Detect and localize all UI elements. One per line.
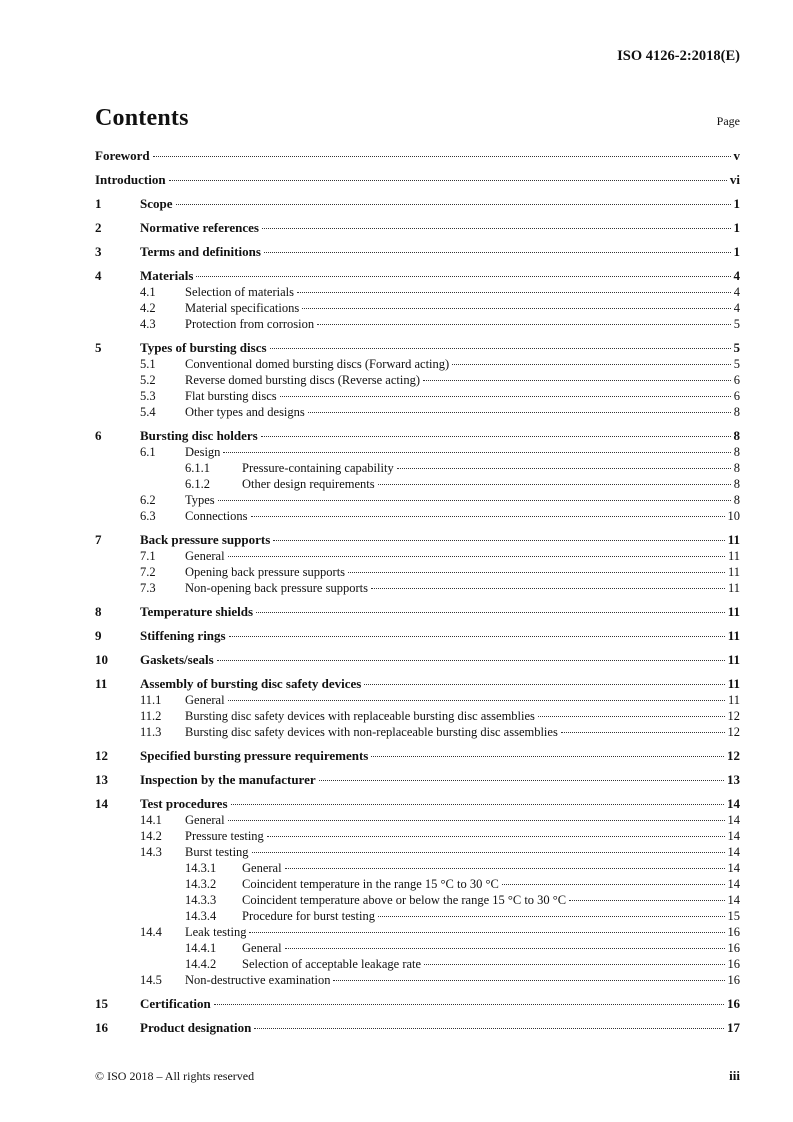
toc-entry bbox=[95, 604, 740, 620]
toc-entry-page: 8 bbox=[733, 461, 740, 475]
toc-entry-number: 14 bbox=[95, 796, 108, 811]
toc-entry-number: 14.3.3 bbox=[185, 893, 217, 907]
toc-entry-number: 8 bbox=[95, 604, 102, 619]
toc-leader-dots bbox=[364, 684, 724, 685]
toc-entry bbox=[95, 924, 740, 940]
toc-entry-label: Other types and designs bbox=[185, 405, 305, 419]
toc-entry bbox=[95, 724, 740, 740]
toc-entry bbox=[95, 172, 740, 188]
toc-entry-number: 4.2 bbox=[140, 301, 156, 315]
toc-entry bbox=[95, 284, 740, 300]
toc-entry-page: 10 bbox=[727, 509, 740, 523]
toc-entry-page: 14 bbox=[727, 861, 740, 875]
toc-entry-label: Normative references bbox=[140, 220, 259, 235]
toc-entry-number: 11.1 bbox=[140, 693, 162, 707]
toc-entry-number: 7.1 bbox=[140, 549, 156, 563]
document-reference: ISO 4126-2:2018(E) bbox=[617, 48, 740, 64]
toc-entry-page: 6 bbox=[733, 373, 740, 387]
toc-entry bbox=[95, 1020, 740, 1036]
page-number: iii bbox=[729, 1068, 740, 1083]
toc-entry bbox=[95, 908, 740, 924]
toc-entry-label: Bursting disc holders bbox=[140, 428, 258, 443]
toc-entry bbox=[95, 316, 740, 332]
toc-entry-number: 11.3 bbox=[140, 725, 162, 739]
toc-entry-label: Connections bbox=[185, 509, 248, 523]
toc-entry-page: vi bbox=[729, 172, 740, 187]
toc-entry-page: 13 bbox=[727, 772, 740, 787]
toc-entry bbox=[95, 860, 740, 876]
toc-entry-label: Specified bursting pressure requirements bbox=[140, 748, 369, 763]
toc-entry bbox=[95, 652, 740, 668]
toc-leader-dots bbox=[561, 732, 725, 733]
toc-entry-page: 11 bbox=[727, 549, 740, 563]
toc-entry-page: 4 bbox=[733, 268, 740, 283]
toc-entry-label: Bursting disc safety devices with replaceable bursting disc assemblies bbox=[185, 709, 535, 723]
toc-entry bbox=[95, 300, 740, 316]
toc-entry bbox=[95, 492, 740, 508]
toc-entry bbox=[95, 220, 740, 236]
toc-entry-label: Selection of acceptable leakage rate bbox=[242, 957, 422, 971]
toc-entry-number: 16 bbox=[95, 1020, 108, 1035]
toc-entry-page: 17 bbox=[727, 1020, 740, 1035]
toc-leader-dots bbox=[270, 348, 731, 349]
toc-entry-label: Burst testing bbox=[185, 845, 249, 859]
toc-entry-number: 14.3.4 bbox=[185, 909, 217, 923]
toc-entry-page: 16 bbox=[727, 957, 740, 971]
toc-leader-dots bbox=[333, 980, 724, 981]
toc-entry-label: Back pressure supports bbox=[140, 532, 271, 547]
toc-leader-dots bbox=[317, 324, 731, 325]
toc-entry-label: Non-opening back pressure supports bbox=[185, 581, 368, 595]
toc-leader-dots bbox=[264, 252, 731, 253]
toc-entry-label: Introduction bbox=[95, 172, 166, 187]
toc-entry-number: 14.1 bbox=[140, 813, 162, 827]
toc-entry-number: 6 bbox=[95, 428, 102, 443]
toc-entry-page: 8 bbox=[733, 405, 740, 419]
toc-leader-dots bbox=[169, 180, 727, 181]
toc-entry-page: 16 bbox=[727, 973, 740, 987]
toc-entry-page: 8 bbox=[733, 477, 740, 491]
toc-entry-number: 14.2 bbox=[140, 829, 162, 843]
toc-entry-number: 10 bbox=[95, 652, 108, 667]
contents-header bbox=[95, 105, 740, 132]
copyright-notice: © ISO 2018 – All rights reserved bbox=[95, 1069, 255, 1083]
toc-entry bbox=[95, 844, 740, 860]
toc-entry-page: 11 bbox=[727, 604, 740, 619]
toc-entry-label: Flat bursting discs bbox=[185, 389, 277, 403]
toc-entry bbox=[95, 676, 740, 692]
toc-entry-page: 14 bbox=[727, 829, 740, 843]
toc-leader-dots bbox=[217, 660, 725, 661]
toc-entry-page: 5 bbox=[733, 317, 740, 331]
toc-entry-label: Material specifications bbox=[185, 301, 300, 315]
toc-entry bbox=[95, 876, 740, 892]
toc-entry-page: 12 bbox=[727, 709, 740, 723]
toc-entry bbox=[95, 828, 740, 844]
toc-entry-page: 11 bbox=[727, 532, 740, 547]
toc-entry bbox=[95, 628, 740, 644]
toc-entry bbox=[95, 196, 740, 212]
page-column-label: Page bbox=[716, 114, 740, 128]
toc-entry-label: Protection from corrosion bbox=[185, 317, 315, 331]
toc-entry-label: Test procedures bbox=[140, 796, 228, 811]
page-footer bbox=[95, 1068, 740, 1084]
toc-leader-dots bbox=[319, 780, 724, 781]
toc-leader-dots bbox=[280, 396, 731, 397]
toc-entry-page: 5 bbox=[733, 340, 740, 355]
toc-leader-dots bbox=[267, 836, 725, 837]
toc-entry-number: 4 bbox=[95, 268, 102, 283]
toc-entry-number: 2 bbox=[95, 220, 102, 235]
toc-entry bbox=[95, 892, 740, 908]
toc-entry-number: 5 bbox=[95, 340, 102, 355]
toc-entry-label: General bbox=[185, 549, 225, 563]
toc-entry bbox=[95, 772, 740, 788]
toc-list bbox=[95, 148, 740, 1036]
toc-leader-dots bbox=[285, 948, 725, 949]
toc-leader-dots bbox=[196, 276, 730, 277]
toc-leader-dots bbox=[348, 572, 725, 573]
toc-leader-dots bbox=[569, 900, 724, 901]
toc-entry-label: Terms and definitions bbox=[140, 244, 261, 259]
toc-leader-dots bbox=[371, 588, 725, 589]
toc-entry-label: Reverse domed bursting discs (Reverse acting) bbox=[185, 373, 421, 387]
toc-entry bbox=[95, 580, 740, 596]
toc-entry-label: Design bbox=[185, 445, 221, 459]
toc-entry bbox=[95, 404, 740, 420]
toc-leader-dots bbox=[452, 364, 731, 365]
toc-entry-page: 11 bbox=[727, 676, 740, 691]
contents-title: Contents bbox=[95, 105, 189, 131]
toc-entry-page: 14 bbox=[727, 845, 740, 859]
toc-entry-label: General bbox=[242, 941, 282, 955]
toc-entry-label: Assembly of bursting disc safety devices bbox=[140, 676, 362, 691]
toc-leader-dots bbox=[423, 380, 731, 381]
toc-entry-label: Stiffening rings bbox=[140, 628, 226, 643]
toc-leader-dots bbox=[297, 292, 731, 293]
toc-entry bbox=[95, 372, 740, 388]
toc-entry-label: Opening back pressure supports bbox=[185, 565, 346, 579]
toc-entry-number: 11.2 bbox=[140, 709, 162, 723]
toc-entry-number: 6.1.2 bbox=[185, 477, 210, 491]
toc-entry-page: 8 bbox=[733, 428, 740, 443]
toc-entry-number: 6.1 bbox=[140, 445, 156, 459]
toc-entry-label: Bursting disc safety devices with non-replaceable bursting disc assemblies bbox=[185, 725, 558, 739]
toc-entry-number: 7.2 bbox=[140, 565, 156, 579]
toc-entry bbox=[95, 748, 740, 764]
toc-entry-number: 14.3 bbox=[140, 845, 162, 859]
toc-entry-label: Procedure for burst testing bbox=[242, 909, 375, 923]
toc-entry-label: Certification bbox=[140, 996, 211, 1011]
toc-leader-dots bbox=[218, 500, 731, 501]
toc-entry-label: General bbox=[242, 861, 282, 875]
toc-leader-dots bbox=[153, 156, 731, 157]
toc-leader-dots bbox=[302, 308, 731, 309]
toc-entry-label: Pressure testing bbox=[185, 829, 264, 843]
toc-entry bbox=[95, 244, 740, 260]
toc-leader-dots bbox=[252, 852, 725, 853]
toc-entry-number: 14.4.1 bbox=[185, 941, 217, 955]
toc-entry bbox=[95, 532, 740, 548]
toc-leader-dots bbox=[424, 964, 724, 965]
toc-leader-dots bbox=[228, 820, 725, 821]
toc-entry-number: 5.4 bbox=[140, 405, 156, 419]
toc-entry-label: Inspection by the manufacturer bbox=[140, 772, 316, 787]
toc-entry-page: 4 bbox=[733, 285, 740, 299]
toc-entry-page: 11 bbox=[727, 628, 740, 643]
toc-entry-label: Product designation bbox=[140, 1020, 252, 1035]
toc-entry-label: Leak testing bbox=[185, 925, 247, 939]
toc-entry-number: 7 bbox=[95, 532, 102, 547]
toc-entry-number: 14.5 bbox=[140, 973, 162, 987]
toc-entry-label: Selection of materials bbox=[185, 285, 294, 299]
toc-entry-page: 11 bbox=[727, 581, 740, 595]
toc-leader-dots bbox=[273, 540, 724, 541]
toc-entry-number: 5.1 bbox=[140, 357, 156, 371]
toc-entry-page: 14 bbox=[727, 796, 740, 811]
toc-leader-dots bbox=[229, 636, 725, 637]
toc-entry bbox=[95, 940, 740, 956]
toc-entry-number: 14.3.1 bbox=[185, 861, 217, 875]
toc-leader-dots bbox=[254, 1028, 724, 1029]
toc-leader-dots bbox=[261, 436, 731, 437]
toc-entry-label: Gaskets/seals bbox=[140, 652, 214, 667]
toc-entry-label: Coincident temperature above or below the range 15 °C to 30 °C bbox=[242, 893, 567, 907]
toc-entry bbox=[95, 812, 740, 828]
toc-entry-number: 1 bbox=[95, 196, 102, 211]
toc-entry bbox=[95, 548, 740, 564]
toc-entry-page: 4 bbox=[733, 301, 740, 315]
toc-entry-page: 6 bbox=[733, 389, 740, 403]
toc-entry bbox=[95, 692, 740, 708]
toc-entry-label: Other design requirements bbox=[242, 477, 375, 491]
toc-entry-label: Temperature shields bbox=[140, 604, 254, 619]
toc-entry-number: 5.3 bbox=[140, 389, 156, 403]
toc-leader-dots bbox=[251, 516, 725, 517]
toc-entry bbox=[95, 356, 740, 372]
toc-entry-page: 15 bbox=[727, 909, 740, 923]
toc-entry-label: Pressure-containing capability bbox=[242, 461, 394, 475]
toc-entry-page: 14 bbox=[727, 813, 740, 827]
toc-entry-number: 7.3 bbox=[140, 581, 156, 595]
toc-entry bbox=[95, 796, 740, 812]
toc-entry-label: Coincident temperature in the range 15 °C to 30 °C bbox=[242, 877, 499, 891]
toc-entry bbox=[95, 428, 740, 444]
toc-entry-number: 11 bbox=[95, 676, 108, 691]
toc-entry-page: 16 bbox=[727, 925, 740, 939]
toc-entry-number: 13 bbox=[95, 772, 108, 787]
toc-entry bbox=[95, 444, 740, 460]
toc-entry-page: 12 bbox=[727, 725, 740, 739]
toc-entry-page: 14 bbox=[727, 893, 740, 907]
toc-leader-dots bbox=[228, 700, 725, 701]
toc-entry-number: 5.2 bbox=[140, 373, 156, 387]
toc-entry-label: Types bbox=[185, 493, 215, 507]
toc-entry-page: 12 bbox=[727, 748, 740, 763]
toc-leader-dots bbox=[256, 612, 725, 613]
toc-entry-number: 14.4 bbox=[140, 925, 162, 939]
toc-entry-number: 3 bbox=[95, 244, 102, 259]
toc-entry-number: 14.3.2 bbox=[185, 877, 217, 891]
toc-leader-dots bbox=[378, 916, 725, 917]
toc-entry-number: 6.2 bbox=[140, 493, 156, 507]
toc-leader-dots bbox=[538, 716, 725, 717]
toc-entry bbox=[95, 708, 740, 724]
toc-entry bbox=[95, 972, 740, 988]
toc-entry-label: Non-destructive examination bbox=[185, 973, 331, 987]
toc-entry-page: 5 bbox=[733, 357, 740, 371]
toc-entry bbox=[95, 388, 740, 404]
toc-entry-page: 11 bbox=[727, 693, 740, 707]
toc-entry-page: 16 bbox=[727, 941, 740, 955]
toc-entry bbox=[95, 996, 740, 1012]
toc-entry-number: 14.4.2 bbox=[185, 957, 217, 971]
toc-entry-page: 11 bbox=[727, 565, 740, 579]
toc-leader-dots bbox=[214, 1004, 724, 1005]
toc-leader-dots bbox=[223, 452, 730, 453]
toc-leader-dots bbox=[231, 804, 724, 805]
toc-entry-page: v bbox=[733, 148, 740, 163]
toc-entry bbox=[95, 148, 740, 164]
toc-entry-label: Scope bbox=[140, 196, 173, 211]
toc-leader-dots bbox=[397, 468, 731, 469]
toc-entry-label: Materials bbox=[140, 268, 194, 283]
toc-entry bbox=[95, 460, 740, 476]
toc-entry-page: 1 bbox=[733, 196, 740, 211]
toc-leader-dots bbox=[371, 756, 724, 757]
toc-entry-number: 6.1.1 bbox=[185, 461, 210, 475]
toc-entry bbox=[95, 340, 740, 356]
toc-leader-dots bbox=[378, 484, 731, 485]
toc-entry-number: 9 bbox=[95, 628, 102, 643]
toc-entry-label: General bbox=[185, 813, 225, 827]
toc-entry bbox=[95, 508, 740, 524]
toc-entry-number: 4.1 bbox=[140, 285, 156, 299]
toc-entry-number: 12 bbox=[95, 748, 108, 763]
toc-leader-dots bbox=[262, 228, 731, 229]
toc-entry-number: 15 bbox=[95, 996, 108, 1011]
toc-entry-number: 6.3 bbox=[140, 509, 156, 523]
toc-entry-label: Types of bursting discs bbox=[140, 340, 267, 355]
toc-entry-page: 1 bbox=[733, 220, 740, 235]
toc-leader-dots bbox=[228, 556, 725, 557]
toc-entry-page: 1 bbox=[733, 244, 740, 259]
toc-entry-page: 14 bbox=[727, 877, 740, 891]
toc-leader-dots bbox=[308, 412, 731, 413]
toc-entry-number: 4.3 bbox=[140, 317, 156, 331]
toc-entry bbox=[95, 268, 740, 284]
toc-entry-label: Foreword bbox=[95, 148, 150, 163]
toc-entry-page: 16 bbox=[727, 996, 740, 1011]
toc-entry bbox=[95, 476, 740, 492]
toc-entry bbox=[95, 956, 740, 972]
toc-entry-label: General bbox=[185, 693, 225, 707]
toc-entry bbox=[95, 564, 740, 580]
toc-entry-label: Conventional domed bursting discs (Forward acting) bbox=[185, 357, 450, 371]
toc-leader-dots bbox=[176, 204, 731, 205]
toc-leader-dots bbox=[249, 932, 724, 933]
toc-entry-page: 8 bbox=[733, 445, 740, 459]
toc-entry-page: 8 bbox=[733, 493, 740, 507]
toc-leader-dots bbox=[502, 884, 725, 885]
toc-entry-page: 11 bbox=[727, 652, 740, 667]
toc-leader-dots bbox=[285, 868, 725, 869]
